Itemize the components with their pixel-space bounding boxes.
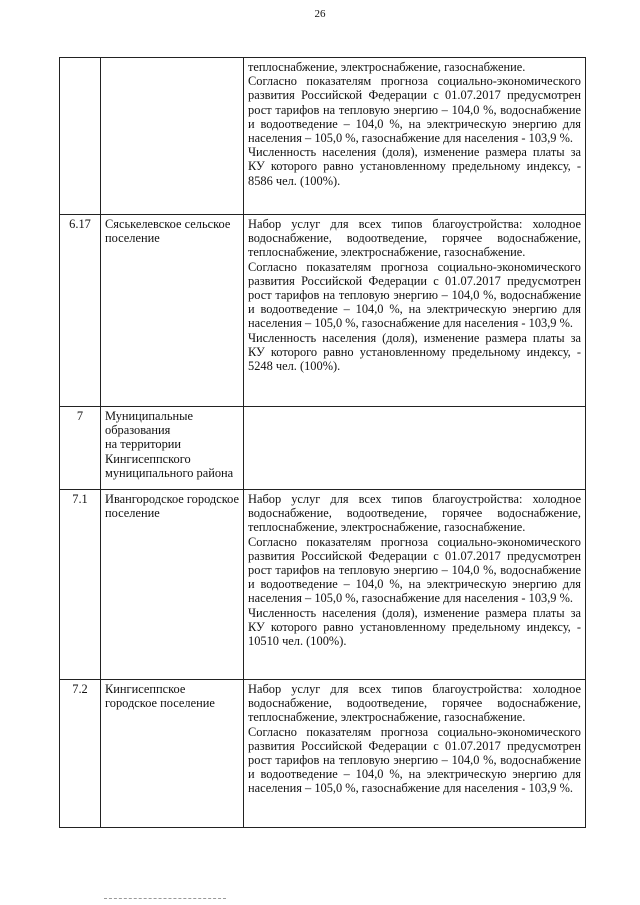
row-municipality: Сяськелевское сельское поселение <box>101 215 244 407</box>
row-number: 7.1 <box>60 490 101 680</box>
table-row <box>60 490 586 680</box>
row-number <box>60 58 101 215</box>
description-paragraph: Согласно показателям прогноза социально-экономического развития Российской Федерации с 01.07.2017 предусмотрен рост тарифов на тепловую энергию – 104,0 %, водоснабжение и водоотведение – 104,0 %, на электрическую энергию для населения – 105,0 %, газоснабжение для населения - 103,9 %. <box>248 259 581 331</box>
table-row <box>60 680 586 828</box>
description-paragraph: Набор услуг для всех типов благоустройства: холодное водоснабжение, водоотведение, горячее водоснабжение, теплоснабжение, электроснабжение, газоснабжение. <box>248 682 581 725</box>
row-description <box>244 490 586 680</box>
row-description <box>244 58 586 215</box>
description-paragraph: Набор услуг для всех типов благоустройства: холодное водоснабжение, водоотведение, горячее водоснабжение, теплоснабжение, электроснабжение, газоснабжение. <box>248 217 581 260</box>
description-paragraph: Численность населения (доля), изменение размера платы за КУ которого равно установленному предельному индексу, - 5248 чел. (100%). <box>248 330 581 374</box>
table-row <box>60 58 586 215</box>
row-municipality: Ивангородское городское поселение <box>101 490 244 680</box>
table-row <box>60 407 586 490</box>
tariff-table <box>59 57 586 828</box>
description-paragraph: Согласно показателям прогноза социально-экономического развития Российской Федерации с 01.07.2017 предусмотрен рост тарифов на тепловую энергию – 104,0 %, водоснабжение и водоотведение – 104,0 %, на электрическую энергию для населения – 105,0 %, газоснабжение для населения - 103,9 %. <box>248 534 581 606</box>
row-municipality: Кингисеппское городское поселение <box>101 680 244 828</box>
row-number: 7 <box>60 407 101 490</box>
table-row <box>60 215 586 407</box>
row-municipality: Муниципальные образования на территории Кингисеппского муниципального района <box>101 407 244 490</box>
row-description <box>244 407 586 490</box>
row-number: 7.2 <box>60 680 101 828</box>
row-description <box>244 215 586 407</box>
row-description <box>244 680 586 828</box>
description-paragraph: теплоснабжение, электроснабжение, газоснабжение. <box>248 60 526 74</box>
footer-stamp-mark <box>104 898 226 902</box>
description-paragraph: Согласно показателям прогноза социально-экономического развития Российской Федерации с 01.07.2017 предусмотрен рост тарифов на тепловую энергию – 104,0 %, водоснабжение и водоотведение – 104,0 %, на электрическую энергию для населения – 105,0 %, газоснабжение для населения - 103,9 %. <box>248 724 581 796</box>
table-body <box>60 58 586 828</box>
row-municipality <box>101 58 244 215</box>
row-number: 6.17 <box>60 215 101 407</box>
description-paragraph: Набор услуг для всех типов благоустройства: холодное водоснабжение, водоотведение, горячее водоснабжение, теплоснабжение, электроснабжение, газоснабжение. <box>248 492 581 535</box>
description-paragraph: Численность населения (доля), изменение размера платы за КУ которого равно установленному предельному индексу, - 8586 чел. (100%). <box>248 145 581 188</box>
page-number: 26 <box>314 8 326 20</box>
description-paragraph: Численность населения (доля), изменение размера платы за КУ которого равно установленному предельному индексу, - 10510 чел. (100%). <box>248 605 581 649</box>
description-paragraph: Согласно показателям прогноза социально-экономического развития Российской Федерации с 01.07.2017 предусмотрен рост тарифов на тепловую энергию – 104,0 %, водоснабжение и водоотведение – 104,0 %, на электрическую энергию для населения – 105,0 %, газоснабжение для населения - 103,9 %. <box>248 74 581 146</box>
